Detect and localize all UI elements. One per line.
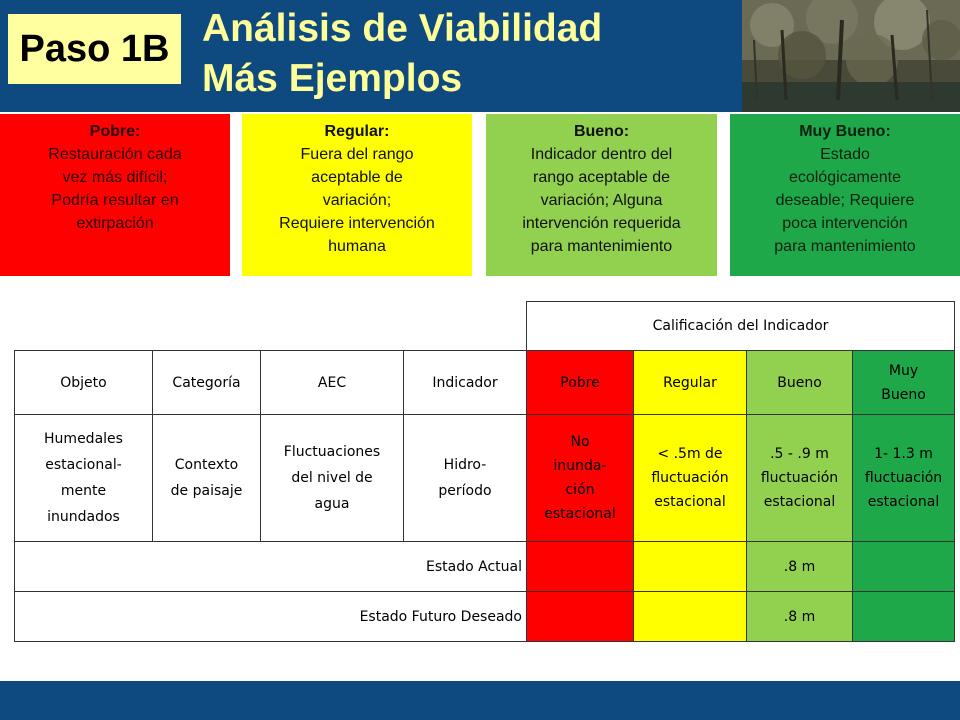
cell-good	[747, 415, 853, 542]
legend-good-title: Bueno:	[573, 123, 630, 140]
current-fair-cell	[634, 542, 747, 592]
step-badge: Paso 1B	[8, 14, 181, 84]
cell-very-good	[853, 415, 955, 542]
title-line-1: Análisis de Viabilidad	[202, 7, 603, 50]
legend-very-good-line: para mantenimiento	[774, 238, 916, 255]
cell-poor	[527, 415, 634, 542]
desired-fair-cell	[634, 592, 747, 642]
legend-poor	[0, 114, 230, 276]
legend-fair	[242, 114, 472, 276]
legend-fair-line: humana	[328, 238, 386, 255]
legend-very-good-line: ecológicamente	[788, 169, 902, 186]
cell-line: estacional	[544, 506, 616, 522]
cell-line: < .5m de	[657, 446, 723, 462]
cell-line: agua	[314, 496, 350, 512]
cell-line: Fluctuaciones	[283, 444, 381, 460]
col-kea: AEC	[261, 351, 404, 415]
cell-line: estacional	[867, 494, 940, 510]
col-very-good-line: Muy	[888, 362, 919, 379]
cell-line: mente	[60, 483, 107, 499]
legend-good-line: variación; Alguna	[540, 192, 663, 209]
legend-very-good-title: Muy Bueno:	[799, 123, 891, 140]
cell-kea	[261, 415, 404, 542]
col-good: Bueno	[747, 351, 853, 415]
cell-line: 1- 1.3 m	[874, 446, 933, 462]
cell-line: fluctuación	[760, 470, 839, 486]
cell-line: fluctuación	[864, 470, 943, 486]
page-title	[202, 4, 602, 104]
legend-very-good-line: Estado	[820, 146, 870, 163]
cell-line: ción	[565, 482, 595, 498]
legend-fair-line: aceptable de	[311, 169, 403, 186]
col-very-good-line: Bueno	[881, 386, 926, 403]
desired-state-value: .8 m	[747, 592, 853, 642]
current-state-label: Estado Actual	[15, 542, 527, 592]
desired-state-label: Estado Futuro Deseado	[15, 592, 527, 642]
cell-line: Contexto	[174, 457, 239, 473]
col-fair: Regular	[634, 351, 747, 415]
wetland-photo-image	[742, 0, 960, 112]
col-very-good	[853, 351, 955, 415]
table-row	[15, 415, 955, 542]
cell-line: Hidro-	[443, 457, 487, 473]
cell-line: Humedales	[44, 431, 123, 447]
cell-object	[15, 415, 153, 542]
cell-fair	[634, 415, 747, 542]
legend-fair-line: variación;	[322, 192, 392, 209]
current-very-good-cell	[853, 542, 955, 592]
legend-fair-line: Requiere intervención	[279, 215, 435, 232]
title-line-2: Más Ejemplos	[202, 57, 463, 100]
col-poor: Pobre	[527, 351, 634, 415]
legend-fair-line: Fuera del rango	[300, 146, 414, 163]
desired-state-row	[15, 592, 955, 642]
cell-line: estacional	[763, 494, 836, 510]
col-object: Objeto	[15, 351, 153, 415]
cell-category	[153, 415, 261, 542]
cell-line: período	[438, 483, 492, 499]
legend-good-line: rango aceptable de	[533, 169, 670, 186]
cell-line: de paisaje	[170, 483, 243, 499]
legend-poor-line: extirpación	[76, 215, 154, 232]
current-state-value: .8 m	[747, 542, 853, 592]
desired-poor-cell	[527, 592, 634, 642]
desired-very-good-cell	[853, 592, 955, 642]
cell-line: estacional	[654, 494, 726, 510]
col-indicator: Indicador	[404, 351, 527, 415]
cell-line: No	[570, 434, 590, 450]
footer-bar	[0, 681, 960, 720]
legend-fair-title: Regular:	[324, 123, 390, 140]
cell-indicator	[404, 415, 527, 542]
legend-good-line: Indicador dentro del	[530, 146, 673, 163]
cell-line: fluctuación	[651, 470, 729, 486]
blank-cell	[15, 302, 527, 351]
legend-good	[486, 114, 717, 276]
legend-very-good-line: deseable; Requiere	[775, 192, 915, 209]
legend-poor-line: Restauración cada	[48, 146, 182, 163]
legend-poor-line: Podría resultar en	[51, 192, 179, 209]
cell-line: inundados	[47, 509, 120, 525]
legend-good-line: para mantenimiento	[530, 238, 673, 255]
column-header-row	[15, 351, 955, 415]
rating-header-row	[15, 302, 955, 351]
rating-header: Calificación del Indicador	[527, 302, 955, 351]
cell-line: .5 - .9 m	[770, 446, 829, 462]
current-state-row	[15, 542, 955, 592]
cell-line: inunda-	[553, 458, 607, 474]
viability-table	[14, 301, 955, 642]
legend-very-good-line: poca intervención	[782, 215, 908, 232]
cell-line: del nivel de	[291, 470, 373, 486]
header-bar	[0, 0, 960, 112]
cell-line: estacional-	[45, 457, 122, 473]
legend-good-line: intervención requerida	[522, 215, 681, 232]
current-poor-cell	[527, 542, 634, 592]
legend-poor-line: vez más difícil;	[62, 169, 168, 186]
legend-poor-title: Pobre:	[89, 123, 141, 140]
wetland-photo	[742, 0, 960, 112]
legend-very-good	[730, 114, 960, 276]
col-category: Categoría	[153, 351, 261, 415]
